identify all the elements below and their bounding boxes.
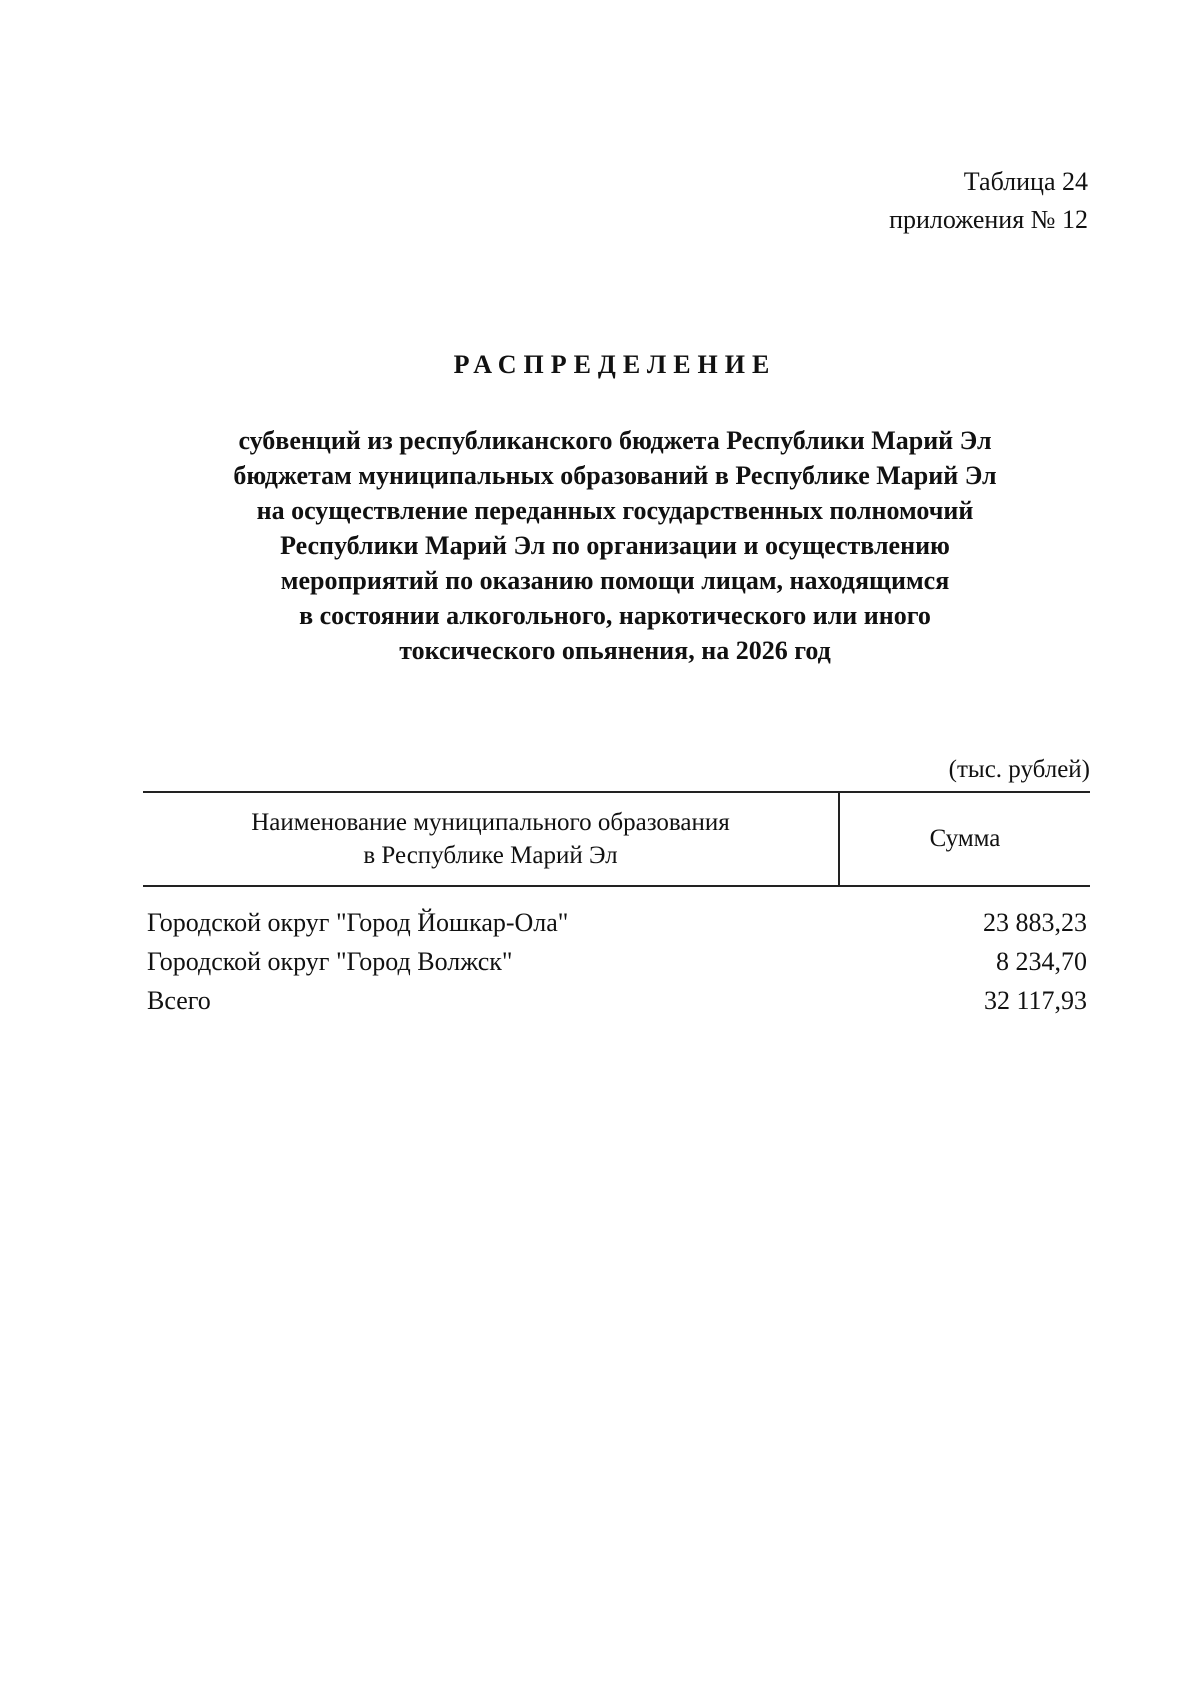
document-subtitle bbox=[0, 423, 1200, 668]
units-label: (тыс. рублей) bbox=[948, 756, 1090, 783]
subtitle-line: субвенций из республиканского бюджета Республики Марий Эл bbox=[238, 426, 992, 455]
subtitle-line: бюджетам муниципальных образований в Республике Марий Эл bbox=[233, 461, 997, 490]
subtitle-line: Республики Марий Эл по организации и осуществлению bbox=[280, 531, 950, 560]
subtitle-line: токсического опьянения, на 2026 год bbox=[399, 636, 831, 665]
appendix-number: приложения № 12 bbox=[889, 205, 1088, 234]
column-header-name-line2: в Республике Марий Эл bbox=[363, 842, 618, 869]
table-number: Таблица 24 bbox=[963, 167, 1088, 196]
table-body bbox=[143, 903, 1090, 1020]
subtitle-line: мероприятий по оказанию помощи лицам, находящимся bbox=[280, 566, 950, 595]
table-header bbox=[143, 791, 1090, 887]
subtitle-line: на осуществление переданных государственных полномочий bbox=[256, 496, 974, 525]
table-row bbox=[143, 942, 1090, 981]
row-name: Городской округ "Город Йошкар-Ола" bbox=[147, 908, 569, 937]
column-header-name bbox=[143, 793, 838, 885]
row-name: Городской округ "Город Волжск" bbox=[147, 947, 513, 976]
row-value: 32 117,93 bbox=[983, 986, 1087, 1015]
column-header-sum: Сумма bbox=[929, 825, 1001, 852]
row-value: 8 234,70 bbox=[996, 947, 1087, 976]
distribution-table bbox=[143, 791, 1090, 1020]
document-title: РАСПРЕДЕЛЕНИЕ bbox=[453, 350, 777, 379]
column-header-name-line1: Наименование муниципального образования bbox=[251, 809, 730, 836]
table-row bbox=[143, 903, 1090, 942]
table-row-total bbox=[143, 981, 1090, 1020]
row-value: 23 883,23 bbox=[983, 908, 1087, 937]
row-name: Всего bbox=[147, 986, 211, 1015]
table-reference bbox=[889, 163, 1088, 239]
subtitle-line: в состоянии алкогольного, наркотического или иного bbox=[299, 601, 931, 630]
